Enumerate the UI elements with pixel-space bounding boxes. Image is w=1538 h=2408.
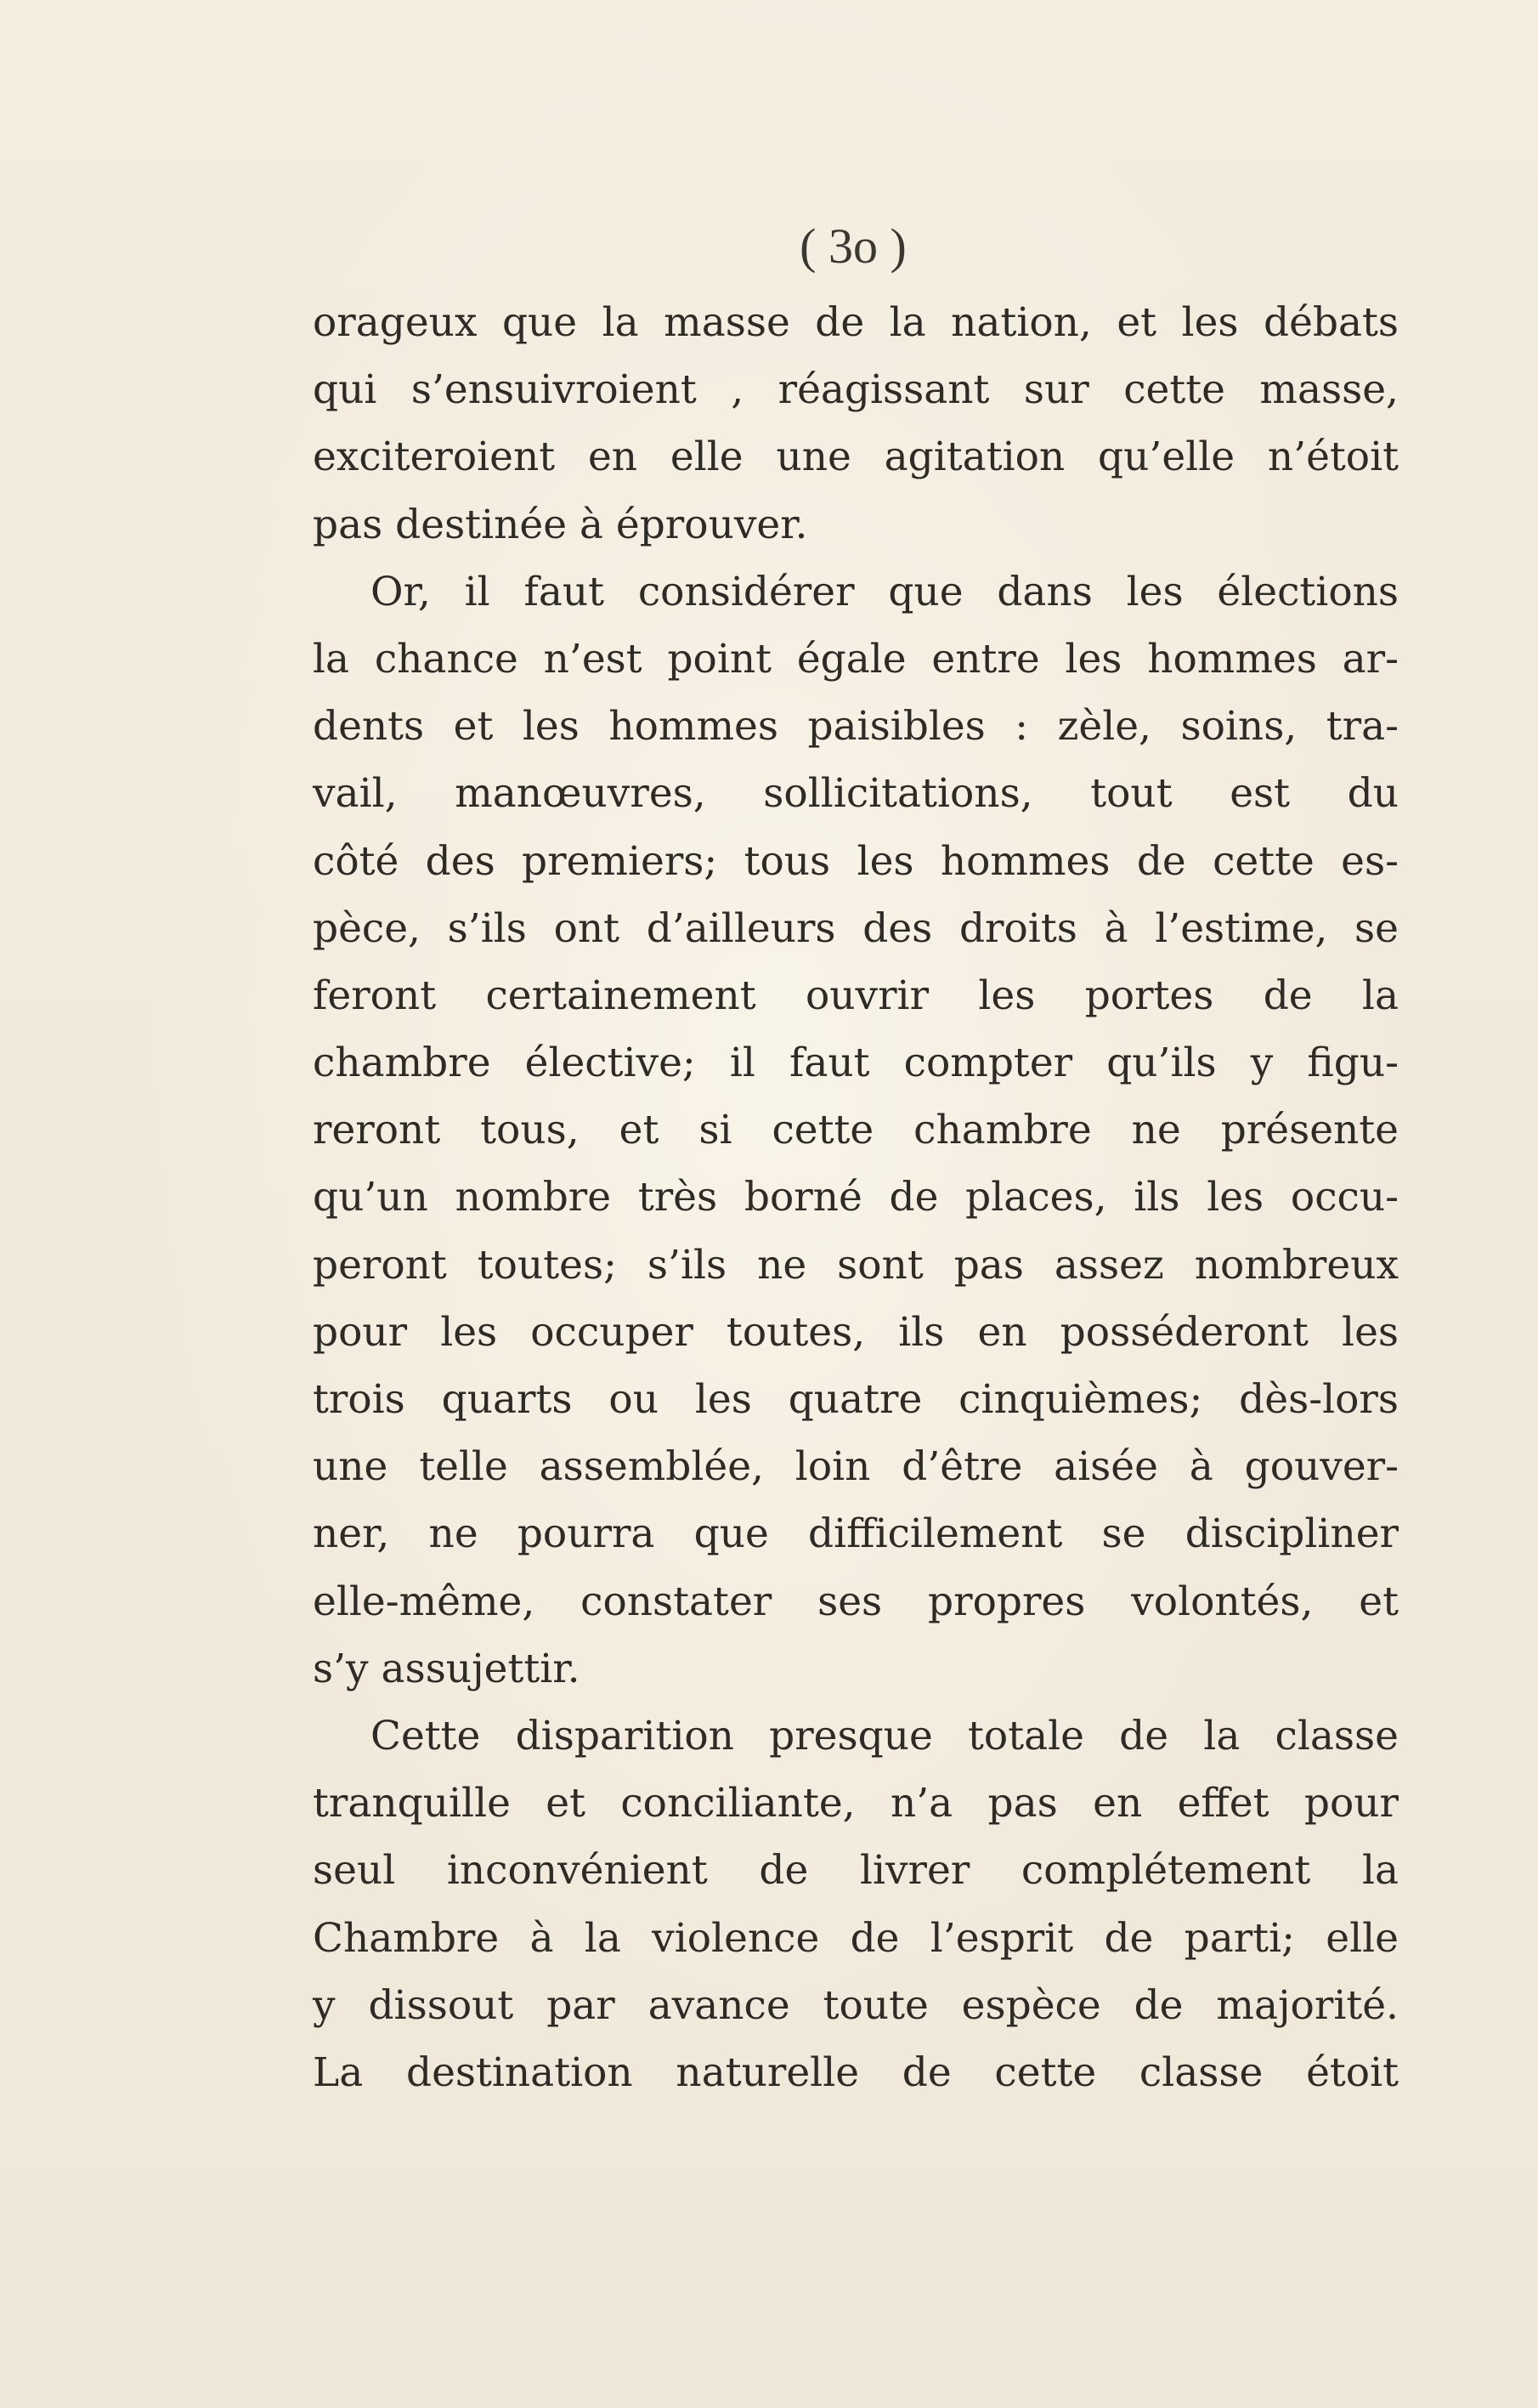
page-text	[313, 204, 1399, 2106]
text-line: elle-même, constater ses propres volontés, et	[313, 1578, 1399, 1625]
text-line: qu’un nombre très borné de places, ils les occu-	[313, 1174, 1399, 1221]
text-line: dents et les hommes paisibles : zèle, soins, tra-	[313, 703, 1399, 751]
text-line: trois quarts ou les quatre cinquièmes; dès-lors	[313, 1376, 1399, 1423]
text-line: pour les occuper toutes, ils en posséderont les	[313, 1308, 1399, 1356]
text-line: ner, ne pourra que difficilement se discipliner	[313, 1510, 1399, 1558]
page-number: ( 3o )	[800, 218, 907, 274]
text-line: s’y assujettir.	[313, 1645, 580, 1692]
text-line: orageux que la masse de la nation, et les débats	[313, 299, 1399, 346]
text-line: reront tous, et si cette chambre ne présente	[313, 1107, 1399, 1154]
text-line: Or, il faut considérer que dans les élections	[370, 568, 1399, 615]
text-line: vail, manœuvres, sollicitations, tout est du	[313, 770, 1399, 818]
text-line: feront certainement ouvrir les portes de la	[313, 972, 1399, 1019]
text-line: peront toutes; s’ils ne sont pas assez nombreux	[313, 1241, 1399, 1289]
text-line: pas destinée à éprouver.	[313, 501, 808, 548]
text-line: une telle assemblée, loin d’être aisée à gouver-	[313, 1443, 1399, 1491]
text-line: Chambre à la violence de l’esprit de parti; elle	[313, 1914, 1399, 1962]
text-line: seul inconvénient de livrer complétement la	[313, 1847, 1399, 1895]
text-line: la chance n’est point égale entre les hommes ar-	[313, 635, 1399, 683]
text-line: chambre élective; il faut compter qu’ils y figu-	[313, 1040, 1399, 1087]
text-line: y dissout par avance toute espèce de majorité.	[313, 1981, 1399, 2029]
text-line: tranquille et conciliante, n’a pas en effet pour	[313, 1780, 1399, 1827]
text-line: qui s’ensuivroient , réagissant sur cette masse,	[313, 366, 1399, 414]
text-line: exciteroient en elle une agitation qu’elle n’étoit	[313, 433, 1399, 481]
text-line: pèce, s’ils ont d’ailleurs des droits à l’estime, se	[313, 904, 1399, 952]
text-line: La destination naturelle de cette classe étoit	[313, 2048, 1399, 2096]
text-line: côté des premiers; tous les hommes de cette es-	[313, 837, 1399, 885]
body-text	[313, 289, 1399, 2106]
text-line: Cette disparition presque totale de la classe	[370, 1712, 1399, 1759]
